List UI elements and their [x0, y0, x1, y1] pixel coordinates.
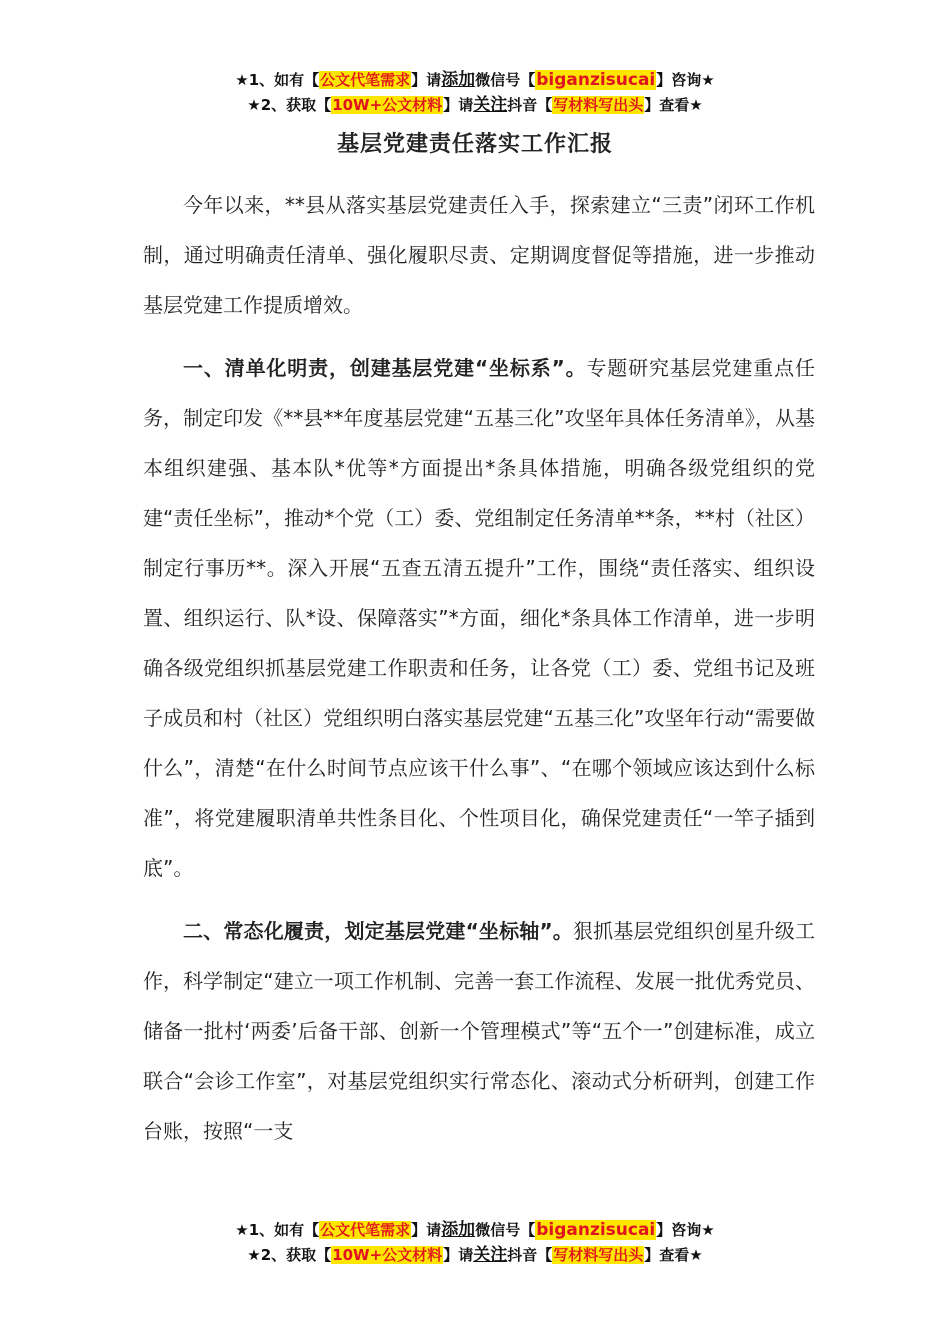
- section-2-heading: 二、常态化履责，划定基层党建“坐标轴”。: [183, 919, 573, 943]
- section-1-paragraph: [143, 343, 815, 893]
- top-promo-banner: [0, 68, 950, 118]
- section-1-heading: 一、清单化明责，创建基层党建“坐标系”。: [183, 356, 587, 380]
- promo-highlight: 10W+公文材料: [332, 1246, 443, 1264]
- section-2-text: 狠抓基层党组织创星升级工作，科学制定“建立一项工作机制、完善一套工作流程、发展一批优秀党员、储备一批村‘两委’后备干部、创新一个管理模式”等“五个一”创建标准，成立联合“会诊工作室”，对基层党组织实行常态化、滚动式分析研判，创建工作台账，按照“一支: [143, 919, 815, 1143]
- promo-line-2: ★2、获取【10W+公文材料】请关注抖音【写材料写出头】查看★: [247, 95, 703, 115]
- document-body: [143, 180, 815, 1156]
- intro-paragraph: 今年以来，**县从落实基层党建责任入手，探索建立“三责”闭环工作机制，通过明确责任清单、强化履职尽责、定期调度督促等措施，进一步推动基层党建工作提质增效。: [143, 193, 815, 317]
- promo-highlight: 公文代笔需求: [320, 1221, 411, 1239]
- section-1-text: 专题研究基层党建重点任务，制定印发《**县**年度基层党建“五基三化”攻坚年具体任务清单》，从基本组织建强、基本队*优等*方面提出*条具体措施，明确各级党组织的党建“责任坐标”，推动*个党（工）委、党组制定任务清单**条，**村（社区）制定行事历**。深入开展“五查五清五提升”工作，围绕“责任落实、组织设置、组织运行、队*设、保障落实”*方面，细化*条具体工作清单，进一步明确各级党组织抓基层党建工作职责和任务，让各党（工）委、党组书记及班子成员和村（社区）党组织明白落实基层党建“五基三化”攻坚年行动“需要做什么”，清楚“在什么时间节点应该干什么事”、“在哪个领域应该达到什么标准”，将党建履职清单共性条目化、个性项目化，确保党建责任“一竿子插到底”。: [143, 356, 816, 880]
- promo-highlight: 公文代笔需求: [320, 71, 411, 89]
- section-2-paragraph: [143, 906, 815, 1156]
- bottom-promo-banner: [0, 1218, 950, 1268]
- promo-line-1: ★1、如有【公文代笔需求】请添加微信号【biganzisucai】咨询★: [235, 70, 715, 90]
- douyin-account: 写材料写出头: [553, 96, 644, 114]
- douyin-account: 写材料写出头: [553, 1246, 644, 1264]
- document-title: 基层党建责任落实工作汇报: [336, 132, 613, 157]
- promo-line-2: ★2、获取【10W+公文材料】请关注抖音【写材料写出头】查看★: [247, 1245, 703, 1265]
- promo-highlight: 10W+公文材料: [332, 96, 443, 114]
- promo-line-1: ★1、如有【公文代笔需求】请添加微信号【biganzisucai】咨询★: [235, 1220, 715, 1240]
- wechat-id: biganzisucai: [536, 1220, 656, 1240]
- wechat-id: biganzisucai: [536, 70, 656, 90]
